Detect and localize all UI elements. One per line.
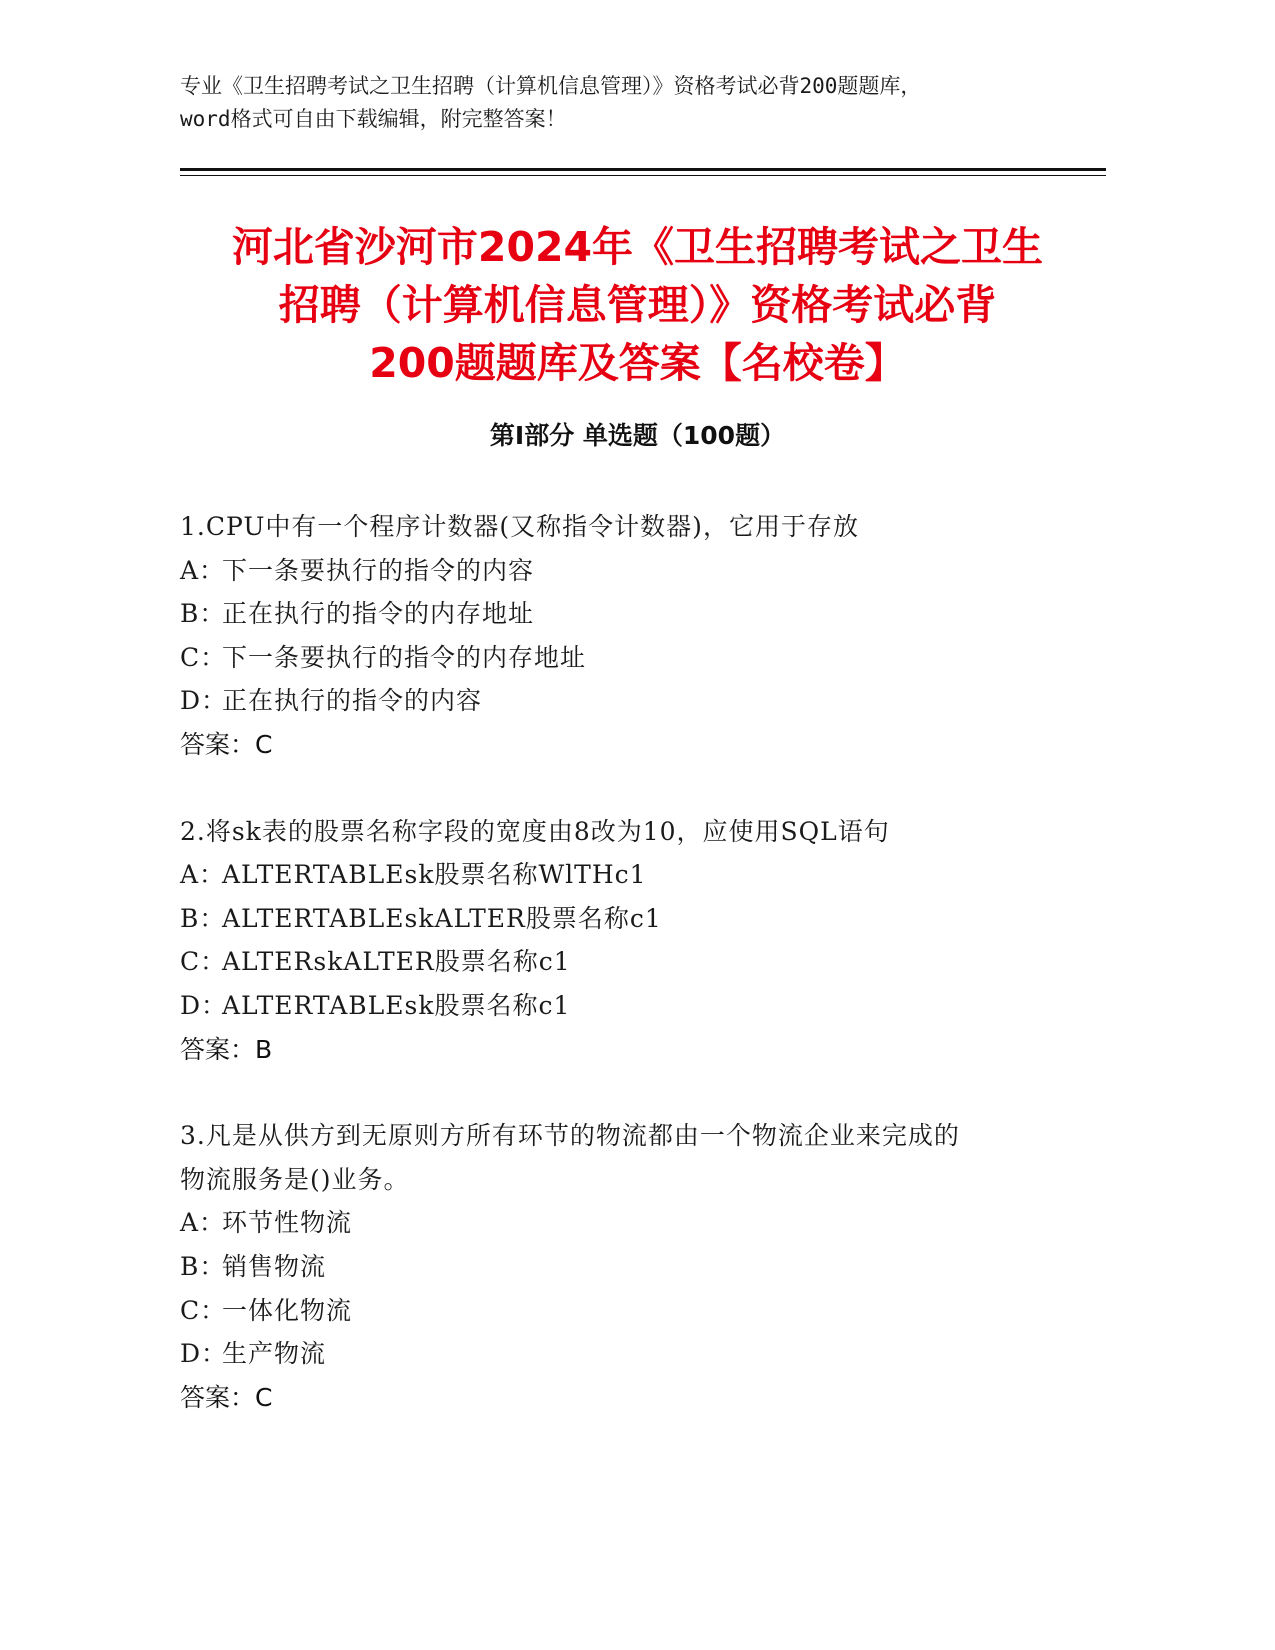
question-1-option-a <box>180 549 1060 593</box>
header-divider-thick <box>180 168 1106 171</box>
question-3-stem-line-2: 物流服务是()业务。 <box>180 1164 410 1194</box>
question-2-option-c <box>180 940 1060 984</box>
option-text: ALTERTABLEsk股票名称WlTHc1 <box>222 860 647 890</box>
option-text: 销售物流 <box>222 1251 327 1281</box>
header-note <box>180 70 1080 136</box>
question-2-option-b <box>180 897 1060 941</box>
header-divider-thin <box>180 175 1106 176</box>
option-text: 环节性物流 <box>222 1208 353 1238</box>
document-title-line-3: 200题题库及答案【名校卷】 <box>369 339 906 387</box>
option-key: A： <box>180 555 226 585</box>
question-1-stem: 1.CPU中有一个程序计数器(又称指令计数器)，它用于存放 <box>180 512 859 541</box>
option-text: 正在执行的指令的内存地址 <box>222 599 535 629</box>
option-key: C： <box>180 1295 227 1325</box>
option-key: A： <box>180 1208 226 1238</box>
question-list <box>180 505 1060 1462</box>
option-key: A： <box>180 860 226 890</box>
question-2 <box>180 810 1060 1072</box>
question-3-option-d <box>180 1332 1060 1376</box>
question-2-answer: 答案：B <box>180 1034 273 1064</box>
question-3-stem-line-1: 3.凡是从供方到无原则方所有环节的物流都由一个物流企业来完成的 <box>180 1121 960 1151</box>
option-text: 正在执行的指令的内容 <box>222 686 483 716</box>
question-3 <box>180 1114 1060 1419</box>
question-3-answer: 答案：C <box>180 1382 273 1412</box>
option-text: 下一条要执行的指令的内容 <box>222 555 535 585</box>
option-text: ALTERTABLEsk股票名称c1 <box>222 990 571 1020</box>
option-key: B： <box>180 599 226 629</box>
option-key: B： <box>180 1251 226 1281</box>
option-key: C： <box>180 947 227 977</box>
header-note-line-2: word格式可自由下载编辑，附完整答案！ <box>180 107 567 131</box>
option-text: ALTERTABLEskALTER股票名称c1 <box>222 903 662 933</box>
header-note-line-1: 专业《卫生招聘考试之卫生招聘（计算机信息管理）》资格考试必背200题题库， <box>180 74 922 98</box>
option-key: D： <box>180 686 228 716</box>
question-3-option-b <box>180 1245 1060 1289</box>
question-1-answer: 答案：C <box>180 729 273 759</box>
option-key: B： <box>180 903 226 933</box>
question-1-option-b <box>180 592 1060 636</box>
option-text: ALTERskALTER股票名称c1 <box>222 947 571 977</box>
section-title: 第I部分 单选题（100题） <box>489 421 786 450</box>
document-title <box>150 218 1125 392</box>
option-text: 下一条要执行的指令的内存地址 <box>222 642 587 672</box>
question-1-option-d <box>180 679 1060 723</box>
question-1-option-c <box>180 636 1060 680</box>
question-2-option-a <box>180 853 1060 897</box>
option-key: D： <box>180 990 228 1020</box>
document-title-line-1: 河北省沙河市2024年《卫生招聘考试之卫生 <box>231 223 1044 271</box>
question-1 <box>180 505 1060 767</box>
question-3-option-c <box>180 1289 1060 1333</box>
option-text: 生产物流 <box>222 1339 327 1369</box>
option-key: C： <box>180 642 227 672</box>
option-key: D： <box>180 1339 228 1369</box>
question-2-stem: 2.将sk表的股票名称字段的宽度由8改为10，应使用SQL语句 <box>180 816 890 846</box>
option-text: 一体化物流 <box>222 1295 353 1325</box>
question-3-option-a <box>180 1201 1060 1245</box>
question-2-option-d <box>180 984 1060 1028</box>
document-title-line-2: 招聘（计算机信息管理）》资格考试必背 <box>278 281 997 329</box>
